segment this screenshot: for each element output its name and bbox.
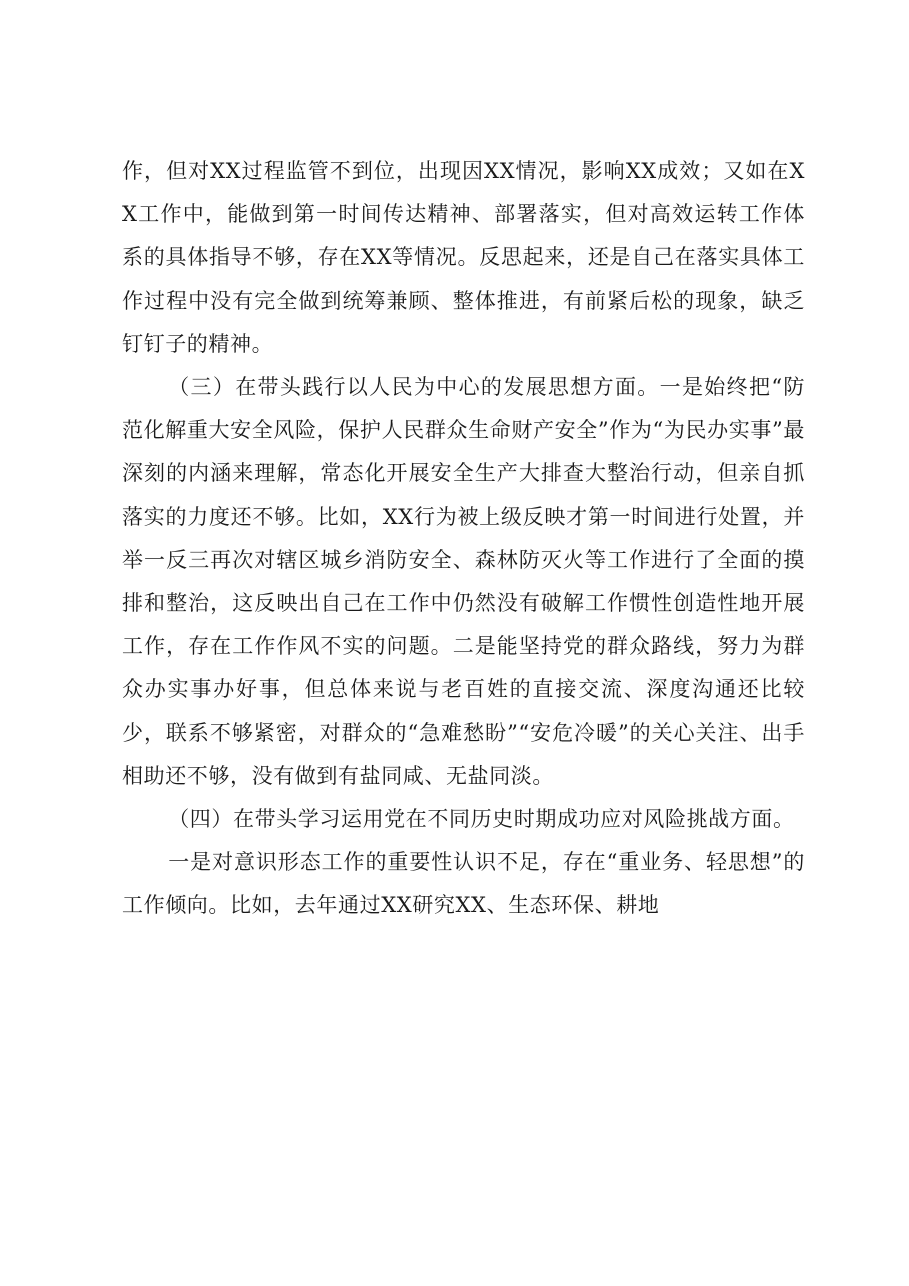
document-body: [122, 150, 805, 928]
paragraph-section-three: （三）在带头践行以人民为中心的发展思想方面。一是始终把“防范化解重大安全风险，保护人民群众生命财产安全”作为“为民办实事”最深刻的内涵来理解，常态化开展安全生产大排查大整治行动，但亲自抓落实的力度还不够。比如，XX行为被上级反映才第一时间进行处置，并举一反三再次对辖区城乡消防安全、森林防灭火等工作进行了全面的摸排和整治，这反映出自己在工作中仍然没有破解工作惯性创造性地开展工作，存在工作作风不实的问题。二是能坚持党的群众路线，努力为群众办实事办好事，但总体来说与老百姓的直接交流、深度沟通还比较少，联系不够紧密，对群众的“急难愁盼”“安危冷暖”的关心关注、出手相助还不够，没有做到有盐同咸、无盐同淡。: [122, 375, 805, 788]
paragraph-continuation: 作，但对XX过程监管不到位，出现因XX情况，影响XX成效；又如在XX工作中，能做到第一时间传达精神、部署落实，但对高效运转工作体系的具体指导不够，存在XX等情况。反思起来，还是自己在落实具体工作过程中没有完全做到统筹兼顾、整体推进，有前紧后松的现象，缺乏钉钉子的精神。: [122, 159, 805, 356]
paragraph-section-four-heading: （四）在带头学习运用党在不同历史时期成功应对风险挑战方面。: [168, 807, 795, 832]
paragraph-section-four-point-one: 一是对意识形态工作的重要性认识不足，存在“重业务、轻思想”的工作倾向。比如，去年通过XX研究XX、生态环保、耕地: [122, 850, 805, 918]
